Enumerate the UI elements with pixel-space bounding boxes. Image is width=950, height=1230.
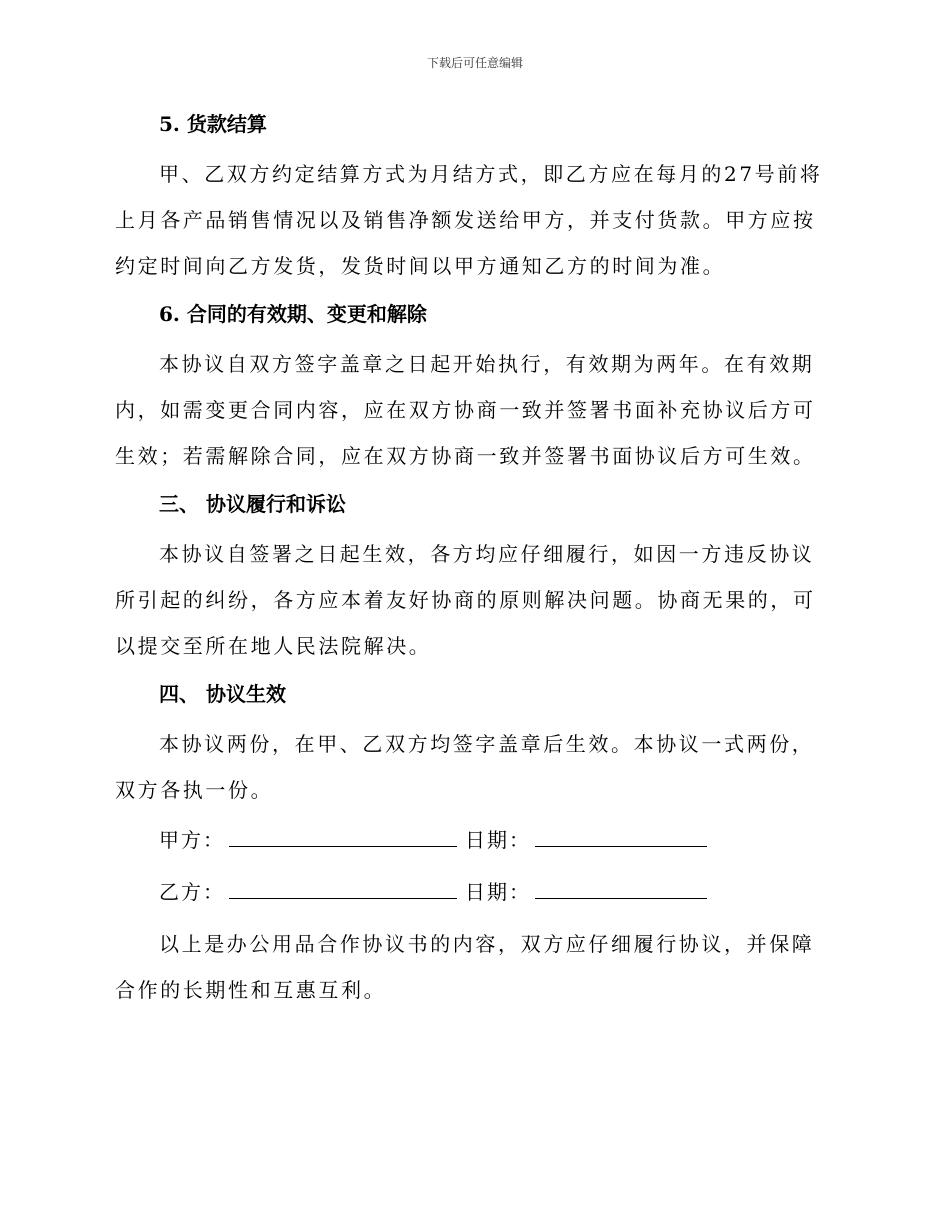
section-paragraph: 甲、乙双方约定结算方式为月结方式，即乙方应在每月的27号前将上月各产品销售情况以及销售净额发送给甲方，并支付货款。甲方应按约定时间向乙方发货，发货时间以甲方通知乙方的时间为准。 [115,162,823,278]
section-heading: 6. 合同的有效期、变更和解除 [159,302,427,326]
section-paragraph: 本协议自签署之日起生效，各方均应仔细履行，如因一方违反协议所引起的纠纷，各方应本着友好协商的原则解决问题。协商无果的，可以提交至所在地人民法院解决。 [115,542,816,658]
party-b-signature-line [229,878,457,899]
section-agreement-effect [115,673,835,813]
section-contract-validity [115,293,835,479]
section-paragraph: 本协议自双方签字盖章之日起开始执行，有效期为两年。在有效期内，如需变更合同内容，应在双方协商一致并签署书面补充协议后方可生效；若需解除合同，应在双方协商一致并签署书面协议后方可生效。 [115,352,816,468]
party-a-date-line [535,826,707,847]
party-a-signature-line [229,826,457,847]
party-a-label: 甲方： [159,828,225,852]
date-label: 日期： [465,880,531,904]
party-b-label: 乙方： [159,880,225,904]
section-performance-litigation [115,483,835,669]
document-body [115,103,835,1017]
page-header: 下载后可任意编辑 [426,56,523,70]
section-heading: 四、 协议生效 [159,682,286,706]
party-b-date-line [535,878,707,899]
signature-row-party-b [159,869,835,915]
date-label: 日期： [465,828,531,852]
closing-paragraph: 以上是办公用品合作协议书的内容，双方应仔细履行协议，并保障合作的长期性和互惠互利。 [115,932,815,1002]
section-payment-settlement [115,103,835,289]
section-heading: 三、 协议履行和诉讼 [159,492,346,516]
section-heading: 5. 货款结算 [159,112,267,136]
signature-row-party-a [159,817,835,863]
section-paragraph: 本协议两份，在甲、乙双方均签字盖章后生效。本协议一式两份，双方各执一份。 [115,732,815,802]
